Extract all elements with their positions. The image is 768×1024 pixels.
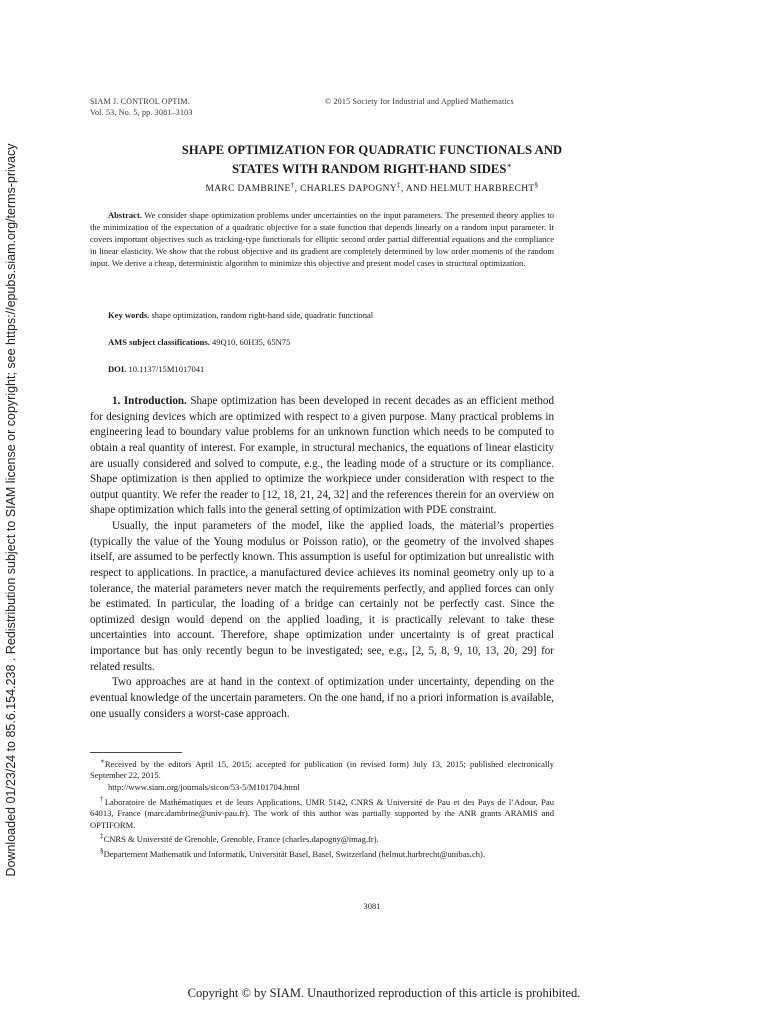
title-line-1: SHAPE OPTIMIZATION FOR QUADRATIC FUNCTIONALS AND <box>181 143 563 157</box>
ams-label: AMS subject classifications. <box>108 337 210 347</box>
author-list <box>60 181 684 194</box>
download-watermark <box>0 0 22 1024</box>
author-footnote-mark: § <box>534 181 539 189</box>
author-footnote-mark: ‡ <box>397 181 401 189</box>
ams-classifications <box>108 337 554 349</box>
doi-text: 10.1137/15M1017041 <box>128 364 205 374</box>
ams-text: 49Q10, 60H35, 65N75 <box>212 337 291 347</box>
copyright-notice: Copyright © by SIAM. Unauthorized reproduction of this article is prohibited. <box>187 986 581 1000</box>
abstract <box>90 210 554 270</box>
author-name: CHARLES DAPOGNY <box>300 184 397 195</box>
paragraph: Two approaches are at hand in the context of optimization under uncertainty, depending on the eventual knowledge of the uncertain parameters. On the one hand, if no a priori information is available, one usually considers a worst-case approach. <box>90 676 554 720</box>
journal-volume: Vol. 53, No. 5, pp. 3081–3103 <box>90 108 193 117</box>
footnote-mark: ∗ <box>100 757 105 765</box>
journal-header <box>90 96 193 118</box>
footnote-text: Laboratoire de Mathématiques et de leurs Applications, UMR 5142, CNRS & Université de Pau et des Pays de l’Adour, Pau 64013, France (marc.dambrine@univ-pau.fr). The work of this author was partially supported by the ANR grants ARAMIS and OPTIFORM. <box>90 796 554 830</box>
author-separator: , <box>294 184 301 195</box>
footnote-mark: ‡ <box>100 832 104 841</box>
doi-label: DOI. <box>108 364 127 374</box>
paragraph-text: Shape optimization has been developed in recent decades as an efficient method for designing devices which are optimized with respect to a given purpose. Many practical problems in engineering lead to boundary value problems for an unknown function which needs to be computed to obtain a real quantity of interest. For example, in structural mechanics, the equations of linear elasticity are usually considered and solved to compute, e.g., the leading mode of a structure or its compliance. Shape optimization is then applied to optimize the workpiece under consideration with respect to the output quantity. We refer the reader to [12, 18, 21, 24, 32] and the references therein for an overview on shape optimization which falls into the general setting of optimization with PDE constraint. <box>90 395 554 517</box>
title-footnote-mark: ∗ <box>506 161 513 170</box>
footnote-mark: § <box>100 846 104 855</box>
footnotes <box>90 756 554 860</box>
page-number: 3081 <box>363 901 381 911</box>
author-name: MARC DAMBRINE <box>205 184 291 195</box>
paragraph: Usually, the input parameters of the model, like the applied loads, the material’s properties (typically the value of the Young modulus or Poisson ratio), or the geometry of the involved shapes itself, are assumed to be perfectly known. This assumption is useful for optimization but unrealistic with respect to applications. In practice, a manufactured device achieves its nominal geometry only up to a tolerance, the material parameters never match the requirements perfectly, and applied forces can only be estimated. In particular, the loading of a bridge can certainly not be perfectly cast. Since the optimized design would depend on the applied loading, it is practically relevant to take these uncertainties into account. Therefore, shape optimization under uncertainty is of great practical importance but has only recently begun to be investigated; see, e.g., [2, 5, 8, 9, 10, 13, 20, 29] for related results. <box>90 520 554 673</box>
key-words-label: Key words. <box>108 310 150 320</box>
abstract-text: We consider shape optimization problems under uncertainties on the input parameters. The presented theory applies to the minimization of the expectation of a quadratic objective for a state function that depends linearly on a random input parameter. It covers important objectives such as tracking-type functionals for elliptic second order partial differential equations and the compliance in linear elasticity. We show that the robust objective and its gradient are completely determined by low order moments of the random input. We derive a cheap, deterministic algorithm to minimize this objective and present model cases in structural optimization. <box>90 210 554 268</box>
footnote <box>90 782 554 794</box>
author-footnote-mark: † <box>290 181 295 189</box>
paragraph <box>90 394 554 519</box>
footnote-mark: † <box>100 794 105 803</box>
author-separator: , AND <box>400 184 431 195</box>
doi <box>108 364 554 376</box>
section-heading: 1. Introduction. <box>112 395 187 407</box>
abstract-label: Abstract. <box>108 210 142 220</box>
introduction-section <box>90 394 554 722</box>
footnote <box>90 846 554 860</box>
footnote-divider <box>90 752 182 753</box>
footnote <box>90 831 554 845</box>
download-watermark-text: Downloaded 01/23/24 to 85.6.154.238 . Redistribution subject to SIAM license or copyright; see https://epubs.siam.org/terms-privacy <box>4 143 18 877</box>
footnote <box>90 794 554 832</box>
footnote-text: CNRS & Université de Grenoble, Grenoble, France (charles.dapogny@imag.fr). <box>103 834 379 845</box>
footnote-text: Departement Mathematik und Informatik, Universität Basel, Basel, Switzerland (helmut.harbrecht@unibas.ch). <box>103 848 486 859</box>
header-copyright: © 2015 Society for Industrial and Applied Mathematics <box>325 97 514 106</box>
journal-name: SIAM J. CONTROL OPTIM. <box>90 97 190 106</box>
paper-title <box>60 143 684 177</box>
footnote <box>90 756 554 782</box>
footnote-text: http://www.siam.org/journals/sicon/53-5/M101704.html <box>108 782 300 793</box>
author-name: HELMUT HARBRECHT <box>430 184 535 195</box>
footnote-text: Received by the editors April 15, 2015; accepted for publication (in revised form) July 13, 2015; published electronically September 22, 2015. <box>90 758 554 781</box>
key-words <box>108 310 554 322</box>
title-line-2: STATES WITH RANDOM RIGHT-HAND SIDES <box>231 162 507 177</box>
key-words-text: shape optimization, random right-hand side, quadratic functional <box>151 310 374 320</box>
